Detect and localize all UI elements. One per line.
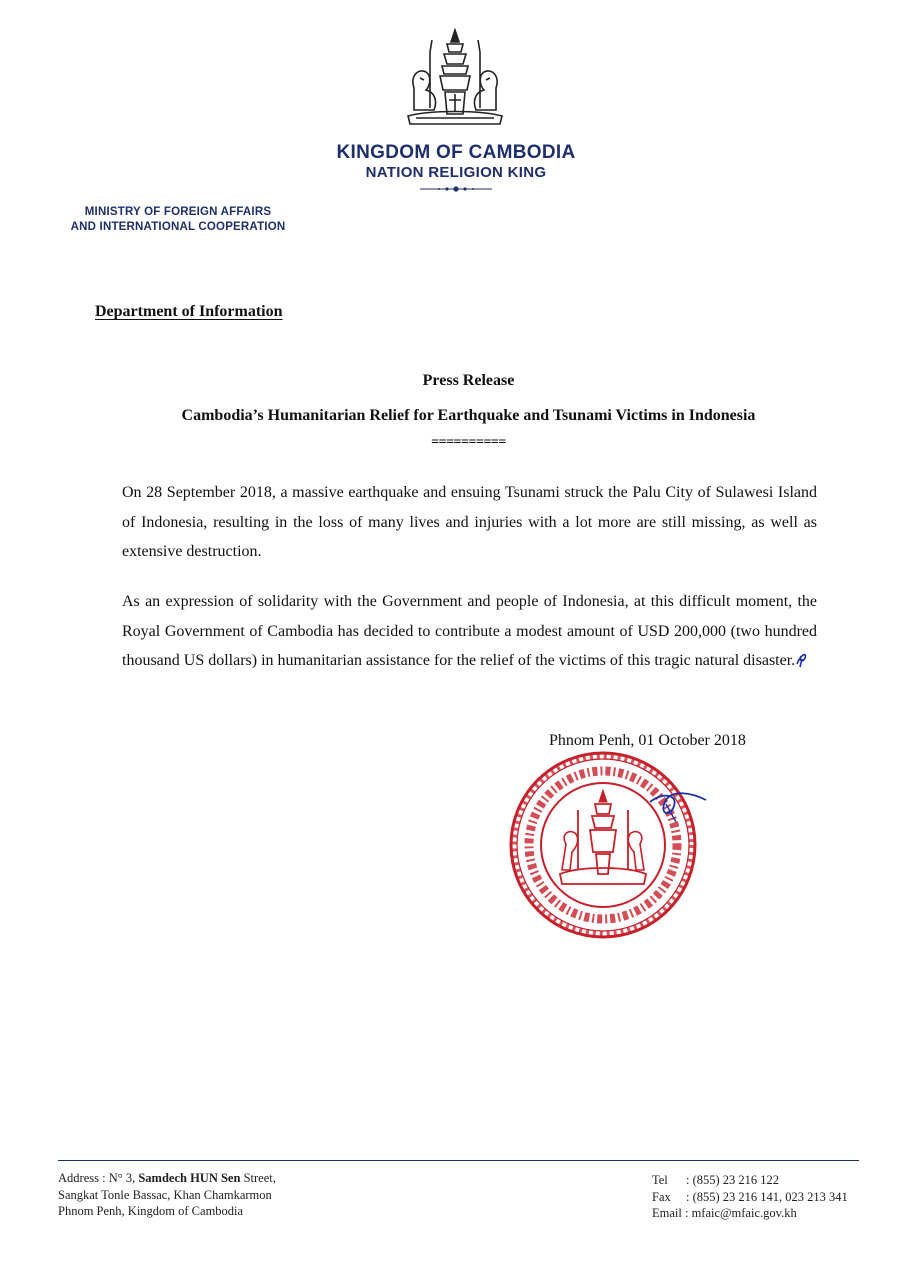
department-heading: Department of Information — [95, 303, 283, 320]
royal-arms-icon — [400, 28, 510, 130]
title-divider: ========== — [431, 435, 506, 450]
address-prefix: Address : N° 3, — [58, 1171, 139, 1185]
email-label: Email — [652, 1206, 682, 1220]
address-street-suffix: Street, — [240, 1171, 276, 1185]
body-paragraph-1: On 28 September 2018, a massive earthquake and ensuing Tsunami struck the Palu City of Sulawesi Island of Indonesia, resulting in the loss of many lives and injuries with a lot more are still missing, as well as extensive destruction. — [122, 484, 817, 560]
footer-divider — [58, 1160, 859, 1161]
fax-label: Fax — [652, 1189, 671, 1204]
address-line-2: Sangkat Tonle Bassac, Khan Chamkarmon — [58, 1187, 272, 1202]
email-value: : mfaic@mfaic.gov.kh — [684, 1206, 797, 1220]
ministry-line-2: AND INTERNATIONAL COOPERATION — [70, 221, 286, 233]
press-release-title: Press Release — [422, 372, 515, 389]
address-street-name: Samdech HUN Sen — [138, 1171, 241, 1185]
body-paragraph-2-text: As an expression of solidarity with the Government and people of Indonesia, at this difficult moment, the Royal Government of Cambodia has decided to contribute a modest amount of USD 200,000 (two hundred thousand US dollars) in humanitarian assistance for the relief of the victims of this tragic natural disaster. — [122, 593, 817, 669]
ministry-name — [50, 205, 306, 235]
body-paragraph-2 — [122, 587, 817, 676]
fax-value: : (855) 23 216 141, 023 213 341 — [686, 1189, 848, 1204]
ministry-line-1: MINISTRY OF FOREIGN AFFAIRS — [84, 206, 272, 218]
contact-tel — [652, 1172, 848, 1189]
letterhead-motto: NATION RELIGION KING — [365, 164, 547, 181]
tel-label: Tel — [652, 1173, 668, 1187]
letterhead-country: KINGDOM OF CAMBODIA — [336, 142, 576, 163]
tel-value: : (855) 23 216 122 — [686, 1173, 780, 1187]
contact-fax — [652, 1189, 848, 1206]
address-line-3: Phnom Penh, Kingdom of Cambodia — [58, 1204, 244, 1218]
press-release-subtitle: Cambodia’s Humanitarian Relief for Earthquake and Tsunami Victims in Indonesia — [181, 407, 756, 424]
footer-address — [58, 1170, 276, 1220]
dateline: Phnom Penh, 01 October 2018 — [549, 732, 746, 749]
footer-contact — [652, 1172, 848, 1222]
handwritten-initial-icon — [795, 650, 809, 668]
contact-email — [652, 1205, 848, 1222]
address-line-1 — [58, 1170, 276, 1187]
ornament-icon — [418, 185, 494, 193]
official-seal-icon — [500, 748, 710, 942]
